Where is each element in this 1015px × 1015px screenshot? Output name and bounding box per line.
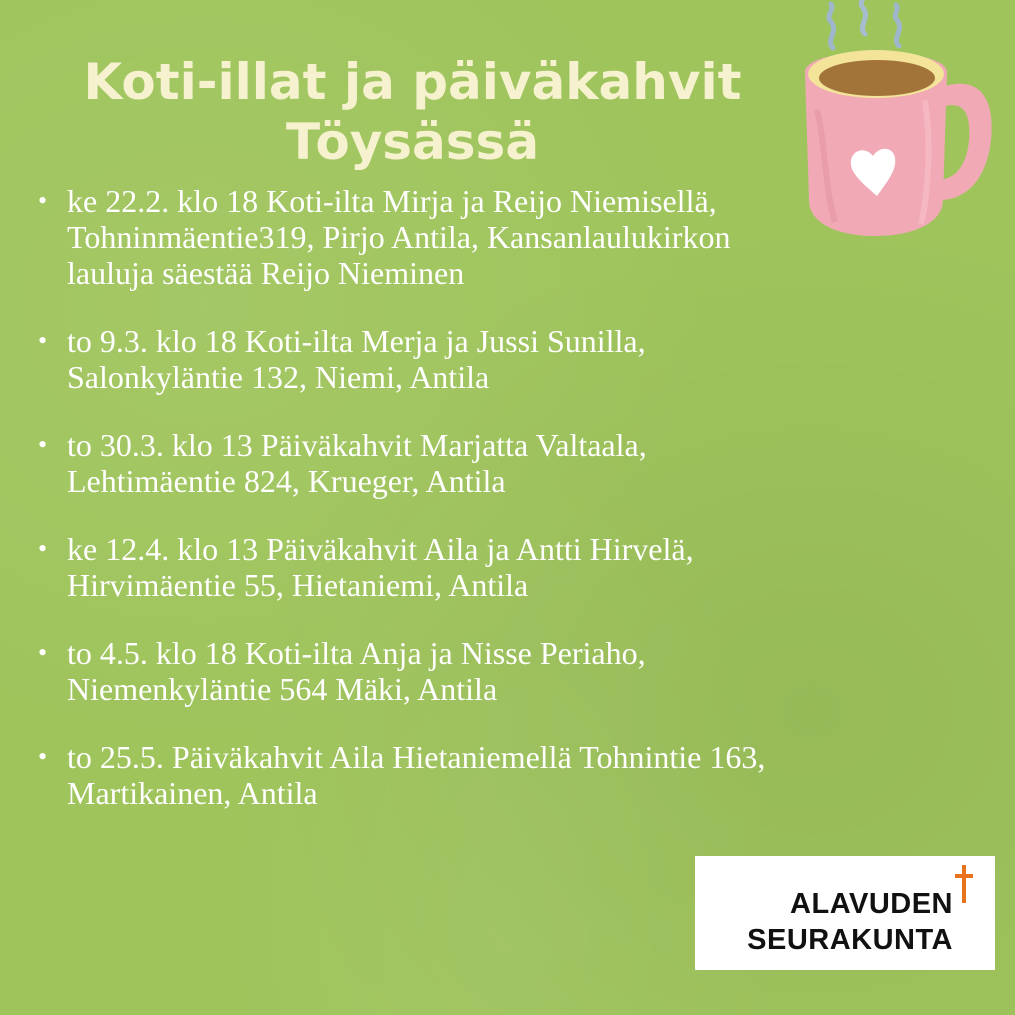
event-line: Tohninmäentie319, Pirjo Antila, Kansanlaulukirkon — [67, 219, 731, 255]
cross-icon — [954, 865, 974, 903]
steam-middle — [861, 0, 865, 34]
title-line-1: Koti-illat ja päiväkahvit — [83, 53, 742, 111]
title-line-2: Töysässä — [285, 113, 540, 171]
mug-coffee — [819, 60, 935, 96]
event-line: Lehtimäentie 824, Krueger, Antila — [67, 463, 506, 499]
event-line: to 25.5. Päiväkahvit Aila Hietaniemellä Tohnintie 163, — [67, 739, 766, 775]
event-line: Salonkyläntie 132, Niemi, Antila — [67, 359, 490, 395]
event-item — [38, 427, 898, 499]
event-line: ke 12.4. klo 13 Päiväkahvit Aila ja Antti Hirvelä, — [67, 531, 694, 567]
page-title — [0, 52, 825, 172]
bullet-icon: • — [38, 638, 48, 667]
event-line: to 4.5. klo 18 Koti-ilta Anja ja Nisse Periaho, — [67, 635, 646, 671]
steam-left — [829, 4, 834, 48]
bullet-icon: • — [38, 430, 48, 459]
logo-line-1: ALAVUDEN — [790, 888, 953, 920]
event-item — [38, 531, 898, 603]
event-line: to 9.3. klo 18 Koti-ilta Merja ja Jussi Sunilla, — [67, 323, 646, 359]
event-item — [38, 635, 898, 707]
event-line: Martikainen, Antila — [67, 775, 318, 811]
event-item — [38, 183, 898, 291]
event-list — [38, 183, 898, 843]
bullet-icon: • — [38, 326, 48, 355]
event-item — [38, 323, 898, 395]
bullet-icon: • — [38, 742, 48, 771]
bullet-icon: • — [38, 186, 48, 215]
event-line: ke 22.2. klo 18 Koti-ilta Mirja ja Reijo Niemisellä, — [67, 183, 717, 219]
event-line: lauluja säestää Reijo Nieminen — [67, 255, 465, 291]
event-item — [38, 739, 898, 811]
event-line: Hirvimäentie 55, Hietaniemi, Antila — [67, 567, 529, 603]
alavuden-seurakunta-logo — [695, 856, 995, 970]
event-line: to 30.3. klo 13 Päiväkahvit Marjatta Valtaala, — [67, 427, 647, 463]
bullet-icon: • — [38, 534, 48, 563]
logo-line-2: SEURAKUNTA — [747, 924, 953, 956]
event-line: Niemenkyläntie 564 Mäki, Antila — [67, 671, 498, 707]
steam-right — [895, 5, 899, 46]
mug-handle — [940, 84, 992, 200]
logo-text — [695, 886, 953, 958]
